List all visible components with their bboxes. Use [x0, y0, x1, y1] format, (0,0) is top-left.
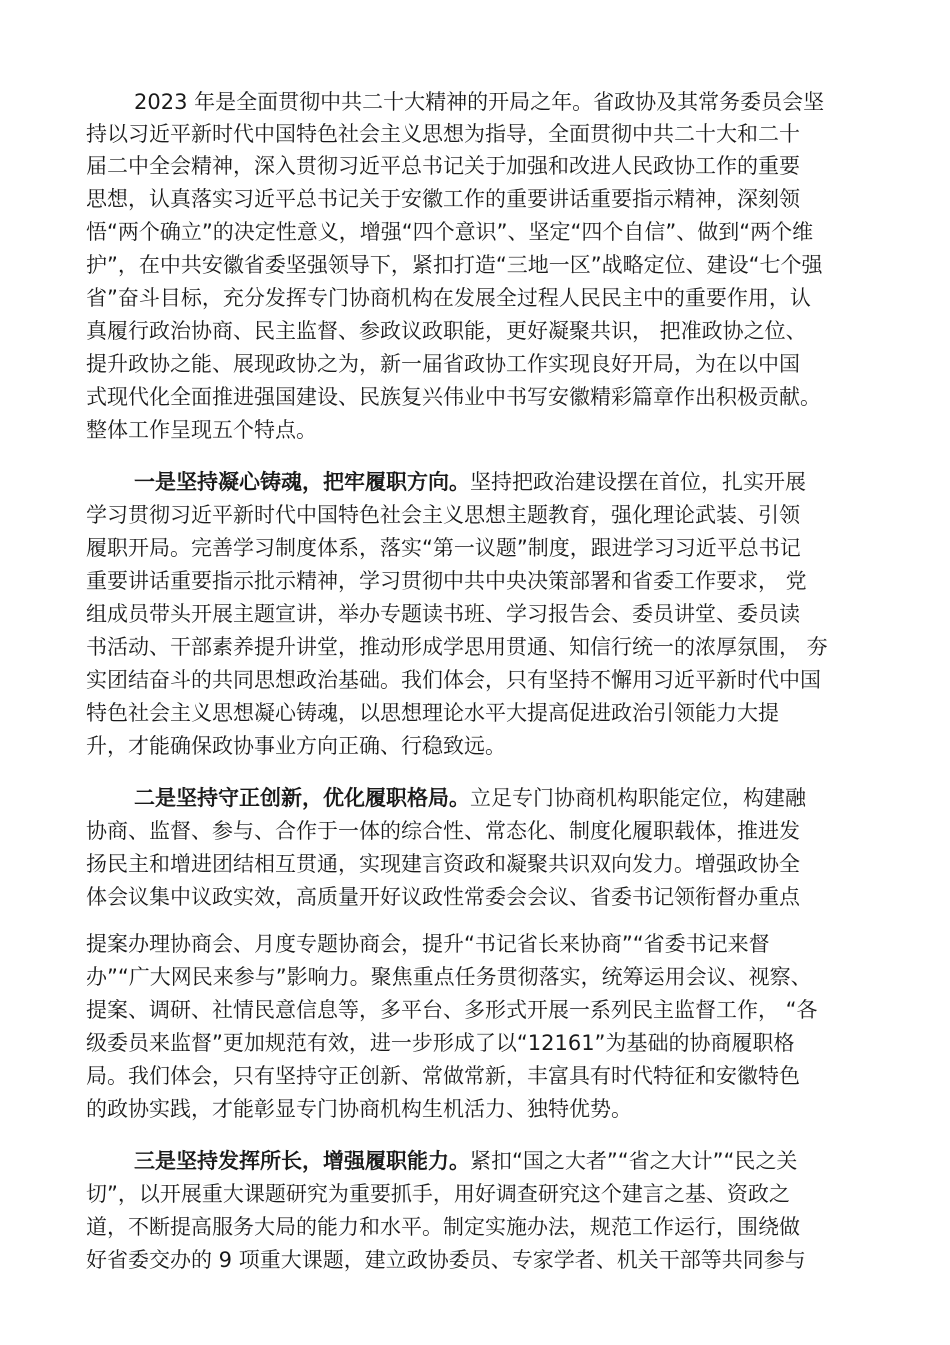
- paragraph-line: 思想，认真落实习近平总书记关于安徽工作的重要讲话重要指示精神，深刻领: [86, 187, 800, 211]
- paragraph-line: 真履行政治协商、民主监督、参政议政职能，更好凝聚共识， 把准政协之位、: [86, 319, 807, 343]
- paragraph-line: 悟“两个确立”的决定性意义，增强“四个意识”、坚定“四个自信”、做到“两个维: [86, 220, 814, 244]
- paragraph-line: [134, 467, 806, 497]
- paragraph-line: 协商、监督、参与、合作于一体的综合性、常态化、制度化履职载体，推进发: [86, 819, 800, 843]
- paragraph-line: 护”，在中共安徽省委坚强领导下，紧扣打造“三地一区”战略定位、建设“七个强: [86, 253, 823, 277]
- paragraph-text: 坚持把政治建设摆在首位，扎实开展: [470, 470, 806, 494]
- paragraph-line: 实团结奋斗的共同思想政治基础。我们体会，只有坚持不懈用习近平新时代中国: [86, 668, 821, 692]
- paragraph-line: 2023 年是全面贯彻中共二十大精神的开局之年。省政协及其常务委员会坚: [134, 90, 825, 114]
- paragraph-line: 持以习近平新时代中国特色社会主义思想为指导，全面贯彻中共二十大和二十: [86, 122, 800, 146]
- paragraph-line: 切”，以开展重大课题研究为重要抓手，用好调查研究这个建言之基、资政之: [86, 1182, 790, 1206]
- paragraph-line: 升，才能确保政协事业方向正确、行稳致远。: [86, 734, 506, 758]
- paragraph-line: 好省委交办的 9 项重大课题，建立政协委员、专家学者、机关干部等共同参与: [86, 1248, 806, 1272]
- section-heading: 三是坚持发挥所长，增强履职能力。: [134, 1149, 470, 1173]
- paragraph-line: 扬民主和增进团结相互贯通，实现建言资政和凝聚共识双向发力。增强政协全: [86, 852, 800, 876]
- section-heading: 二是坚持守正创新，优化履职格局。: [134, 786, 470, 810]
- paragraph-line: 书活动、干部素养提升讲堂，推动形成学思用贯通、知信行统一的浓厚氛围， 夯: [86, 635, 828, 659]
- paragraph-line: 道，不断提高服务大局的能力和水平。制定实施办法，规范工作运行，围绕做: [86, 1215, 800, 1239]
- section-heading: 一是坚持凝心铸魂，把牢履职方向。: [134, 470, 470, 494]
- paragraph-line: [134, 1146, 797, 1176]
- paragraph-line: 届二中全会精神，深入贯彻习近平总书记关于加强和改进人民政协工作的重要: [86, 154, 800, 178]
- paragraph-line: 省”奋斗目标，充分发挥专门协商机构在发展全过程人民民主中的重要作用，认: [86, 286, 811, 310]
- paragraph-line: 办”“广大网民来参与”影响力。聚焦重点任务贯彻落实，统筹运用会议、视察、: [86, 965, 812, 989]
- paragraph-line: 局。我们体会，只有坚持守正创新、常做常新，丰富具有时代特征和安徽特色: [86, 1064, 800, 1088]
- paragraph-text: 立足专门协商机构职能定位，构建融: [470, 786, 806, 810]
- paragraph-line: 特色社会主义思想凝心铸魂，以思想理论水平大提高促进政治引领能力大提: [86, 701, 779, 725]
- paragraph-line: 提案、调研、社情民意信息等，多平台、多形式开展一系列民主监督工作， “各: [86, 998, 818, 1022]
- paragraph-line: 式现代化全面推进强国建设、民族复兴伟业中书写安徽精彩篇章作出积极贡献。: [86, 385, 821, 409]
- paragraph-line: 提升政协之能、展现政协之为，新一届省政协工作实现良好开局，为在以中国: [86, 352, 800, 376]
- paragraph-line: 的政协实践，才能彰显专门协商机构生机活力、独特优势。: [86, 1097, 632, 1121]
- paragraph-line: 学习贯彻习近平新时代中国特色社会主义思想主题教育，强化理论武装、引领: [86, 503, 800, 527]
- paragraph-line: [134, 783, 806, 813]
- paragraph-line: 体会议集中议政实效，高质量开好议政性常委会会议、省委书记领衔督办重点: [86, 885, 800, 909]
- paragraph-line: 组成员带头开展主题宣讲，举办专题读书班、学习报告会、委员讲堂、委员读: [86, 602, 800, 626]
- paragraph-line: 提案办理协商会、月度专题协商会，提升“书记省长来协商”“省委书记来督: [86, 932, 770, 956]
- paragraph-line: 重要讲话重要指示批示精神，学习贯彻中共中央决策部署和省委工作要求， 党: [86, 569, 807, 593]
- paragraph-text: 紧扣“国之大者”“省之大计”“民之关: [470, 1149, 798, 1173]
- paragraph-line: 级委员来监督”更加规范有效，进一步形成了以“12161”为基础的协商履职格: [86, 1031, 795, 1055]
- paragraph-line: 履职开局。完善学习制度体系，落实“第一议题”制度，跟进学习习近平总书记: [86, 536, 801, 560]
- paragraph-line: 整体工作呈现五个特点。: [86, 418, 317, 442]
